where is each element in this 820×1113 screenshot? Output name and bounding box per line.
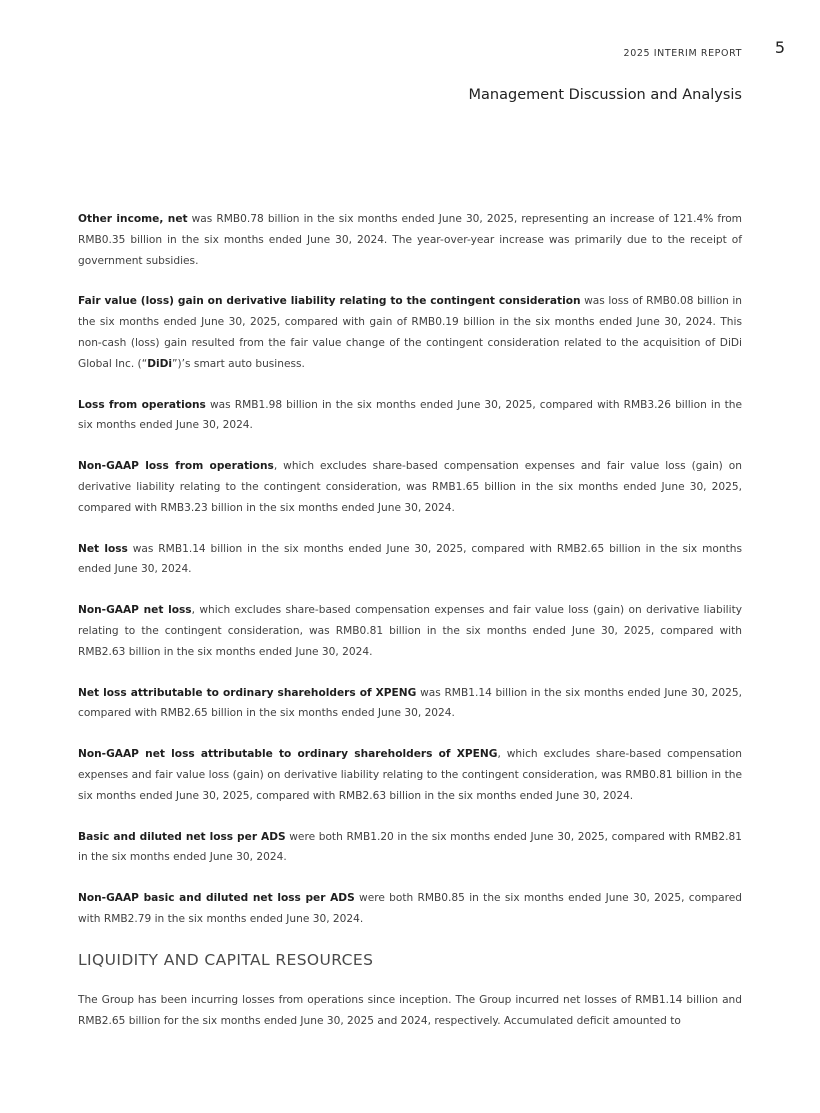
paragraph-term: Net loss bbox=[78, 542, 128, 555]
paragraph-text: ”)’s smart auto business. bbox=[172, 357, 305, 370]
paragraph-liquidity: The Group has been incurring losses from operations since inception. The Group incurred net losses of RMB1.14 billion and RMB2.65 billion for the six months ended June 30, 2025 and 2024, respectively. Accumulated deficit amounted to bbox=[78, 993, 742, 1027]
paragraph-term: Non-GAAP net loss attributable to ordinary shareholders of XPENG bbox=[78, 748, 498, 761]
paragraph-text: , which excludes share-based compensation expenses and fair value loss (gain) on derivative liability relating to the contingent consideration, was RMB1.65 billion in the six months ended June 30, 2025, compared with RMB3.23 billion in the six months ended June 30, 2024. bbox=[78, 460, 743, 514]
paragraph-text: was loss of RMB0.08 billion in the six months ended June 30, 2025, compared with gain of RMB0.19 billion in the six months ended June 30, 2024. This non-cash (loss) gain resulted from the fair value change of the contingent consideration related to the acquisition of DiDi Global Inc. (“ bbox=[78, 295, 742, 370]
section-title: Management Discussion and Analysis bbox=[468, 87, 742, 103]
paragraph-net-loss bbox=[78, 539, 742, 581]
body-content bbox=[78, 209, 742, 1051]
paragraph-term: Other income, net bbox=[78, 213, 188, 225]
report-label: 2025 INTERIM REPORT bbox=[623, 48, 742, 59]
paragraph-term: Non-GAAP net loss bbox=[78, 604, 192, 617]
paragraph-loss-from-operations bbox=[78, 395, 742, 437]
paragraph-non-gaap-net-loss-per-ads bbox=[78, 888, 742, 930]
paragraph-term: Non-GAAP basic and diluted net loss per ADS bbox=[78, 892, 355, 905]
liquidity-heading: LIQUIDITY AND CAPITAL RESOURCES bbox=[78, 950, 374, 969]
paragraph-net-loss-attributable bbox=[78, 683, 742, 725]
paragraph-fair-value bbox=[78, 291, 742, 374]
paragraph-term: Fair value (loss) gain on derivative liability relating to the contingent consideration bbox=[78, 295, 581, 308]
paragraph-term: Loss from operations bbox=[78, 398, 206, 411]
paragraph-text: , which excludes share-based compensation expenses and fair value loss (gain) on derivative liability relating to the contingent consideration, was RMB0.81 billion in the six months ended June 30, 2025, compared with RMB2.63 billion in the six months ended June 30, 2024. bbox=[78, 604, 742, 658]
paragraph-term: Non-GAAP loss from operations bbox=[78, 460, 274, 473]
paragraph-text: was RMB1.98 billion in the six months ended June 30, 2025, compared with RMB3.26 billion in the six months ended June 30, 2024. bbox=[78, 398, 743, 432]
paragraph-term: Basic and diluted net loss per ADS bbox=[78, 830, 286, 843]
paragraph-text: were both RMB1.20 in the six months ended June 30, 2025, compared with RMB2.81 in the six months ended June 30, 2024. bbox=[78, 830, 742, 864]
paragraph-non-gaap-net-loss bbox=[78, 600, 742, 662]
paragraph-text: was RMB1.14 billion in the six months ended June 30, 2025, compared with RMB2.65 billion in the six months ended June 30, 2024. bbox=[78, 686, 742, 720]
page-number: 5 bbox=[774, 38, 785, 57]
paragraph-other-income bbox=[78, 209, 742, 271]
paragraph-non-gaap-loss-from-operations bbox=[78, 456, 742, 518]
paragraph-text: , which excludes share-based compensation expenses and fair value loss (gain) on derivative liability relating to the contingent consideration, was RMB0.81 billion in the six months ended June 30, 2025, compared with RMB2.63 billion in the six months ended June 30, 2024. bbox=[78, 748, 742, 802]
paragraph-non-gaap-net-loss-attributable bbox=[78, 744, 742, 806]
paragraph-text: were both RMB0.85 in the six months ended June 30, 2025, compared with RMB2.79 in the six months ended June 30, 2024. bbox=[78, 892, 742, 925]
paragraph-term: Net loss attributable to ordinary shareholders of XPENG bbox=[78, 686, 417, 699]
paragraph-term-didi: DiDi bbox=[147, 357, 173, 370]
paragraph-net-loss-per-ads bbox=[78, 827, 742, 869]
paragraph-text: was RMB1.14 billion in the six months ended June 30, 2025, compared with RMB2.65 billion in the six months ended June 30, 2024. bbox=[78, 542, 742, 576]
paragraph-text: was RMB0.78 billion in the six months ended June 30, 2025, representing an increase of 121.4% from RMB0.35 billion in the six months ended June 30, 2024. The year-over-year increase was primarily due to the receipt of government subsidies. bbox=[78, 213, 743, 267]
